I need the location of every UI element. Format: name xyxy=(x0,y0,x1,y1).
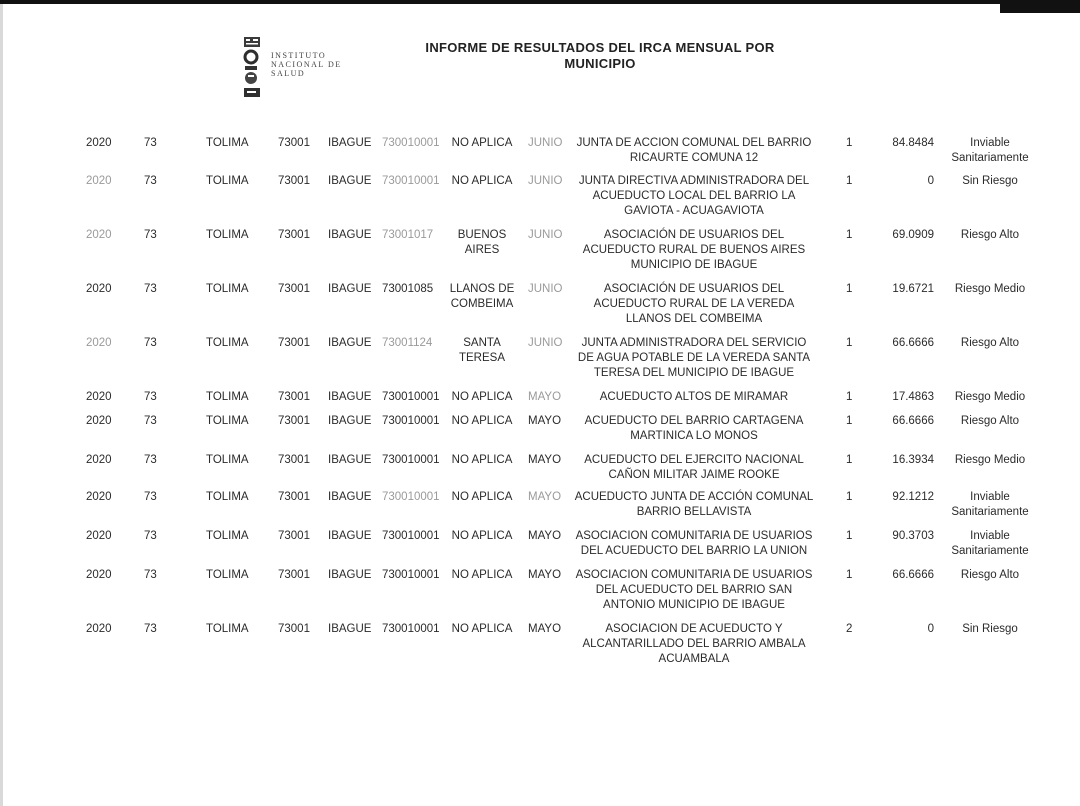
cell-area: NO APLICA xyxy=(451,454,513,466)
cell-samples: 1 xyxy=(846,391,853,403)
cell-dept-code: 73 xyxy=(144,229,157,241)
cell-irca: 90.3703 xyxy=(892,530,934,542)
cell-code: 730010001 xyxy=(382,530,440,542)
cell-municipality: IBAGUE xyxy=(328,530,372,542)
cell-month: MAYO xyxy=(528,623,562,635)
cell-entity: ASOCIACIÓN DE USUARIOS DEL ACUEDUCTO RURAL DE BUENOS AIRES MUNICIPIO DE IBAGUE xyxy=(582,229,806,271)
cell-entity: ACUEDUCTO DEL BARRIO CARTAGENA MARTINICA LO MONOS xyxy=(584,415,804,442)
cell-irca: 19.6721 xyxy=(892,283,934,295)
cell-muni-code: 73001 xyxy=(278,229,310,241)
cell-month: JUNIO xyxy=(528,337,563,349)
ins-logo-line: INSTITUTO xyxy=(271,51,327,60)
cell-month: JUNIO xyxy=(528,283,563,295)
cell-muni-code: 73001 xyxy=(278,391,310,403)
cell-dept-code: 73 xyxy=(144,415,157,427)
cell-entity: JUNTA DIRECTIVA ADMINISTRADORA DEL ACUEDUCTO LOCAL DEL BARRIO LA GAVIOTA - ACUAGAVIOTA xyxy=(578,175,810,217)
cell-code: 730010001 xyxy=(382,175,440,187)
cell-muni-code: 73001 xyxy=(278,415,310,427)
report-title-line-2: MUNICIPIO xyxy=(564,56,636,71)
cell-irca: 16.3934 xyxy=(892,454,934,466)
cell-municipality: IBAGUE xyxy=(328,623,372,635)
cell-department: TOLIMA xyxy=(206,454,249,466)
cell-entity: ASOCIACIÓN DE USUARIOS DEL ACUEDUCTO RURAL DE LA VEREDA LLANOS DEL COMBEIMA xyxy=(593,283,795,325)
cell-municipality: IBAGUE xyxy=(328,175,372,187)
cell-irca: 92.1212 xyxy=(892,491,934,503)
cell-year: 2020 xyxy=(86,283,112,295)
cell-code: 730010001 xyxy=(382,491,440,503)
cell-month: JUNIO xyxy=(528,229,563,241)
cell-department: TOLIMA xyxy=(206,229,249,241)
cell-year: 2020 xyxy=(86,229,112,241)
cell-irca: 17.4863 xyxy=(892,391,934,403)
cell-area: NO APLICA xyxy=(451,391,513,403)
cell-department: TOLIMA xyxy=(206,623,249,635)
cell-entity: ASOCIACION COMUNITARIA DE USUARIOS DEL ACUEDUCTO DEL BARRIO LA UNION xyxy=(575,530,813,557)
cell-dept-code: 73 xyxy=(144,391,157,403)
cell-municipality: IBAGUE xyxy=(328,491,372,503)
cell-year: 2020 xyxy=(86,454,112,466)
cell-dept-code: 73 xyxy=(144,623,157,635)
cell-department: TOLIMA xyxy=(206,283,249,295)
cell-risk-level: Riesgo Medio xyxy=(954,454,1026,466)
cell-year: 2020 xyxy=(86,415,112,427)
cell-samples: 1 xyxy=(846,415,853,427)
cell-entity: ASOCIACION COMUNITARIA DE USUARIOS DEL ACUEDUCTO DEL BARRIO SAN ANTONIO MUNICIPIO DE IBAGUE xyxy=(575,569,813,611)
cell-area: LLANOS DE COMBEIMA xyxy=(449,283,515,310)
cell-department: TOLIMA xyxy=(206,137,249,149)
cell-year: 2020 xyxy=(86,491,112,503)
cell-muni-code: 73001 xyxy=(278,454,310,466)
cell-risk-level: Inviable Sanitariamente xyxy=(951,530,1029,557)
cell-muni-code: 73001 xyxy=(278,337,310,349)
cell-area: NO APLICA xyxy=(451,415,513,427)
cell-risk-level: Riesgo Medio xyxy=(954,283,1026,295)
cell-code: 730010001 xyxy=(382,391,440,403)
cell-samples: 1 xyxy=(846,229,853,241)
cell-code: 730010001 xyxy=(382,569,440,581)
cell-code: 73001124 xyxy=(382,337,433,349)
cell-muni-code: 73001 xyxy=(278,623,310,635)
cell-irca: 66.6666 xyxy=(892,569,934,581)
report-title-line-1: INFORME DE RESULTADOS DEL IRCA MENSUAL POR xyxy=(425,40,775,55)
cell-dept-code: 73 xyxy=(144,491,157,503)
cell-dept-code: 73 xyxy=(144,283,157,295)
cell-year: 2020 xyxy=(86,569,112,581)
cell-municipality: IBAGUE xyxy=(328,391,372,403)
cell-muni-code: 73001 xyxy=(278,283,310,295)
cell-irca: 66.6666 xyxy=(892,337,934,349)
cell-entity: ASOCIACION DE ACUEDUCTO Y ALCANTARILLADO DEL BARRIO AMBALA ACUAMBALA xyxy=(582,623,806,665)
cell-dept-code: 73 xyxy=(144,337,157,349)
cell-irca: 66.6666 xyxy=(892,415,934,427)
cell-dept-code: 73 xyxy=(144,175,157,187)
cell-area: NO APLICA xyxy=(451,623,513,635)
cell-month: MAYO xyxy=(528,530,562,542)
cell-year: 2020 xyxy=(86,530,112,542)
cell-year: 2020 xyxy=(86,337,112,349)
cell-muni-code: 73001 xyxy=(278,175,310,187)
cell-month: MAYO xyxy=(528,569,562,581)
cell-risk-level: Sin Riesgo xyxy=(962,623,1018,635)
cell-muni-code: 73001 xyxy=(278,137,310,149)
cell-municipality: IBAGUE xyxy=(328,229,372,241)
cell-dept-code: 73 xyxy=(144,454,157,466)
cell-department: TOLIMA xyxy=(206,530,249,542)
cell-municipality: IBAGUE xyxy=(328,137,372,149)
cell-irca: 0 xyxy=(927,623,934,635)
cell-risk-level: Sin Riesgo xyxy=(962,175,1018,187)
cell-year: 2020 xyxy=(86,137,112,149)
cell-area: BUENOS AIRES xyxy=(457,229,507,256)
cell-entity: ACUEDUCTO DEL EJERCITO NACIONAL CAÑON MILITAR JAIME ROOKE xyxy=(584,454,804,481)
cell-department: TOLIMA xyxy=(206,569,249,581)
ins-logo-line: NACIONAL DE xyxy=(271,60,342,69)
ins-logo-line: SALUD xyxy=(271,69,306,78)
cell-risk-level: Riesgo Medio xyxy=(954,391,1026,403)
cell-samples: 1 xyxy=(846,530,853,542)
cell-entity: ACUEDUCTO ALTOS DE MIRAMAR xyxy=(599,391,789,403)
cell-month: MAYO xyxy=(528,391,562,403)
cell-dept-code: 73 xyxy=(144,569,157,581)
cell-municipality: IBAGUE xyxy=(328,569,372,581)
cell-code: 730010001 xyxy=(382,623,440,635)
cell-municipality: IBAGUE xyxy=(328,337,372,349)
cell-area: NO APLICA xyxy=(451,530,513,542)
cell-irca: 69.0909 xyxy=(892,229,934,241)
cell-samples: 1 xyxy=(846,569,853,581)
cell-area: NO APLICA xyxy=(451,175,513,187)
cell-month: JUNIO xyxy=(528,137,563,149)
cell-risk-level: Inviable Sanitariamente xyxy=(951,137,1029,164)
cell-risk-level: Riesgo Alto xyxy=(960,337,1020,349)
cell-irca: 0 xyxy=(927,175,934,187)
cell-samples: 2 xyxy=(846,623,853,635)
cell-samples: 1 xyxy=(846,283,853,295)
cell-month: MAYO xyxy=(528,454,562,466)
cell-area: NO APLICA xyxy=(451,569,513,581)
cell-municipality: IBAGUE xyxy=(328,283,372,295)
cell-risk-level: Inviable Sanitariamente xyxy=(951,491,1029,518)
cell-samples: 1 xyxy=(846,137,853,149)
cell-code: 730010001 xyxy=(382,454,440,466)
cell-samples: 1 xyxy=(846,337,853,349)
cell-area: SANTA TERESA xyxy=(458,337,505,364)
cell-entity: JUNTA ADMINISTRADORA DEL SERVICIO DE AGUA POTABLE DE LA VEREDA SANTA TERESA DEL MUNICIPIO DE IBAGUE xyxy=(577,337,811,379)
cell-code: 730010001 xyxy=(382,137,440,149)
cell-department: TOLIMA xyxy=(206,337,249,349)
cell-dept-code: 73 xyxy=(144,530,157,542)
cell-area: NO APLICA xyxy=(451,137,513,149)
cell-samples: 1 xyxy=(846,175,853,187)
cell-department: TOLIMA xyxy=(206,491,249,503)
cell-muni-code: 73001 xyxy=(278,530,310,542)
cell-municipality: IBAGUE xyxy=(328,454,372,466)
cell-month: MAYO xyxy=(528,415,562,427)
cell-department: TOLIMA xyxy=(206,391,249,403)
cell-department: TOLIMA xyxy=(206,175,249,187)
cell-risk-level: Riesgo Alto xyxy=(960,229,1020,241)
cell-year: 2020 xyxy=(86,623,112,635)
cell-risk-level: Riesgo Alto xyxy=(960,569,1020,581)
cell-code: 73001085 xyxy=(382,283,434,295)
cell-entity: ACUEDUCTO JUNTA DE ACCIÓN COMUNAL BARRIO BELLAVISTA xyxy=(574,491,814,518)
cell-entity: JUNTA DE ACCION COMUNAL DEL BARRIO RICAURTE COMUNA 12 xyxy=(576,137,812,164)
cell-month: JUNIO xyxy=(528,175,563,187)
cell-department: TOLIMA xyxy=(206,415,249,427)
cell-muni-code: 73001 xyxy=(278,491,310,503)
cell-year: 2020 xyxy=(86,391,112,403)
cell-samples: 1 xyxy=(846,454,853,466)
cell-dept-code: 73 xyxy=(144,137,157,149)
cell-year: 2020 xyxy=(86,175,112,187)
cell-samples: 1 xyxy=(846,491,853,503)
cell-irca: 84.8484 xyxy=(892,137,934,149)
cell-area: NO APLICA xyxy=(451,491,513,503)
cell-muni-code: 73001 xyxy=(278,569,310,581)
cell-code: 73001017 xyxy=(382,229,434,241)
cell-code: 730010001 xyxy=(382,415,440,427)
cell-risk-level: Riesgo Alto xyxy=(960,415,1020,427)
cell-month: MAYO xyxy=(528,491,562,503)
cell-municipality: IBAGUE xyxy=(328,415,372,427)
